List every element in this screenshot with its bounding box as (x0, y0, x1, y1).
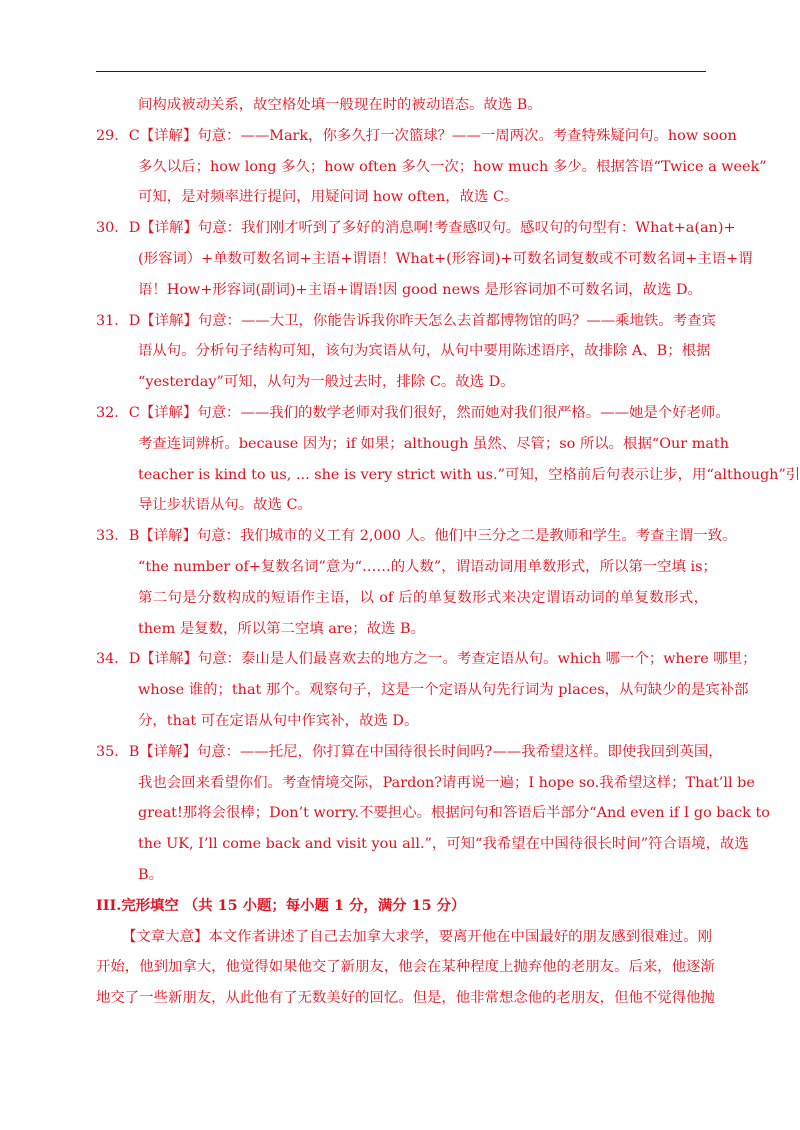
item-35-line-4: the UK, I’ll come back and visit you all.”，可知“我希望在中国待很长时间”符合语境，故选 (138, 836, 749, 853)
item-29-line-3: 可知，是对频率进行提问，用疑问词 how often，故选 C。 (138, 189, 519, 206)
item-32-line-3: teacher is kind to us, ... she is very strict with us.”可知，空格前后句表示让步，用“although”引 (138, 466, 800, 483)
item-33-line-3: 第二句是分数构成的短语作主语，以 of 后的单复数形式来决定谓语动词的单复数形式， (138, 589, 708, 606)
item-34-line-3: 分，that 可在定语从句中作宾补，故选 D。 (138, 712, 419, 729)
answer-explanations (96, 90, 800, 1014)
passage-line-3: 地交了一些新朋友，从此他有了无数美好的回忆。但是，他非常想念他的老朋友，但他不觉得他抛 (96, 990, 715, 1007)
item-30-line-2: (形容词）+单数可数名词+主语+谓语！What+(形容词)+可数名词复数或不可数名词+主语+谓 (138, 250, 753, 267)
item-33-line-1: 33．B【详解】句意：我们城市的义工有 2,000 人。他们中三分之二是教师和学生。考查主谓一致。 (96, 528, 737, 545)
item-33-line-4: them 是复数，所以第二空填 are；故选 B。 (138, 620, 425, 637)
item-35-line-5: B。 (138, 866, 163, 883)
item-35-line-2: 我也会回来看望你们。考查情境交际，Pardon?请再说一遍；I hope so.我希望这样；That’ll be (138, 774, 755, 791)
item-29-line-1: 29．C【详解】句意：——Mark，你多久打一次篮球？——一周两次。考查特殊疑问句。how soon (96, 127, 737, 144)
item-31-line-1: 31．D【详解】句意：——大卫，你能告诉我你昨天怎么去首都博物馆的吗？——乘地铁。考查宾 (96, 312, 716, 329)
text-line: 间构成被动关系，故空格处填一般现在时的被动语态。故选 B。 (138, 97, 542, 113)
item-31-line-2: 语从句。分析句子结构可知，该句为宾语从句，从句中要用陈述语序，故排除 A、B；根据 (138, 343, 711, 360)
passage-line-1: 【文章大意】本文作者讲述了自己去加拿大求学，要离开他在中国最好的朋友感到很难过。刚 (122, 928, 713, 945)
header-rule (96, 71, 706, 72)
item-30-line-1: 30．D【详解】句意：我们刚才听到了多好的消息啊!考查感叹句。感叹句的句型有：What+a(an)+ (96, 220, 736, 237)
section-heading: III.完形填空 （共 15 小题；每小题 1 分，满分 15 分） (96, 896, 466, 914)
item-34-line-2: whose 谁的；that 那个。观察句子，这是一个定语从句先行词为 places，从句缺少的是宾补部 (138, 682, 749, 699)
item-33-line-2: “the number of+复数名词”意为“……的人数”，谓语动词用单数形式，所以第一空填 is； (138, 558, 717, 575)
item-32-line-2: 考查连词辨析。because 因为；if 如果；although 虽然、尽管；so 所以。根据“Our math (138, 435, 729, 452)
passage-line-2: 开始，他到加拿大，他觉得如果他交了新朋友，他会在某种程度上抛弃他的老朋友。后来，他逐渐 (96, 959, 715, 976)
item-31-line-3: “yesterday”可知，从句为一般过去时，排除 C。故选 D。 (138, 374, 515, 391)
item-32-line-1: 32．C【详解】句意：——我们的数学老师对我们很好，然而她对我们很严格。——她是个好老师。 (96, 404, 730, 421)
item-34-line-1: 34．D【详解】句意：泰山是人们最喜欢去的地方之一。考查定语从句。which 哪一个；where 哪里； (96, 651, 757, 668)
item-35-line-3: great!那将会很棒；Don’t worry.不要担心。根据问句和答语后半部分“And even if I go back to (138, 805, 770, 822)
item-32-line-4: 导让步状语从句。故选 C。 (138, 497, 312, 514)
item-29-line-2: 多久以后；how long 多久；how often 多久一次；how much 多少。根据答语“Twice a week” (138, 158, 767, 175)
item-35-line-1: 35．B【详解】句意：——托尼，你打算在中国待很长时间吗?——我希望这样。即使我回到英国， (96, 743, 723, 760)
item-30-line-3: 语！How+形容词(副词)+主语+谓语!因 good news 是形容词加不可数名词，故选 D。 (138, 281, 702, 298)
